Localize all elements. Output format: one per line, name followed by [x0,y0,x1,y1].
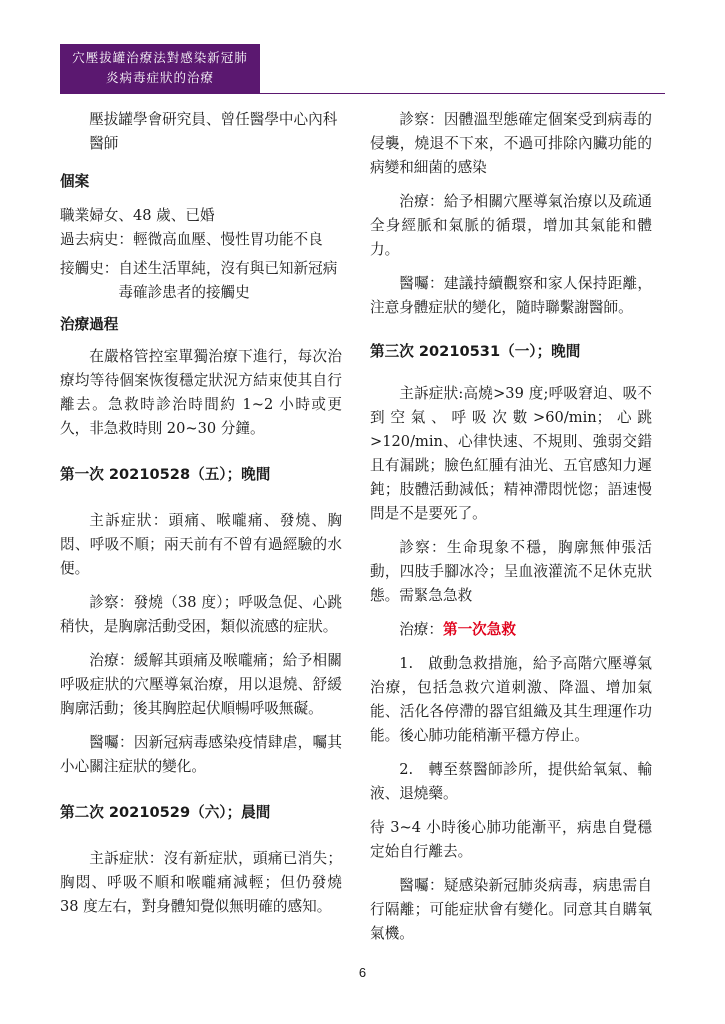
author-affiliation: 壓拔罐學會研究員、曾任醫學中心內科醫師 [89,111,338,152]
visit3-treatment-label: 治療： [399,621,443,638]
visit3-heading: 第三次 20210531（一）；晚間 [370,343,581,360]
visit1-complaint: 主訴症狀：頭痛、喉嚨痛、發燒、胸悶、呼吸不順；兩天前有不曾有過經驗的水便。 [60,512,342,577]
visit3-item-2: 2. 轉至蔡醫師診所，提供給氧氣、輸液、退燒藥。 [370,761,652,802]
case-contact: 接觸史：自述生活單純，沒有與已知新冠病毒確診患者的接觸史 [60,260,338,301]
header-title-line2: 炎病毒症狀的治療 [105,70,214,85]
visit3-advice: 醫囑：疑感染新冠肺炎病毒，病患需自行隔離；可能症狀會有變化。同意其自購氧氣機。 [370,877,652,942]
visit3-exam: 診察：生命現象不穩，胸廓無伸張活動，四肢手腳冰冷；呈血液灌流不足休克狀態。需緊急急救 [370,539,652,604]
visit3-item-1: 1. 啟動急救措施，給予高階穴壓導氣治療，包括急救穴道刺激、降溫、增加氣能、活化各停滯的器官組織及其生理運作功能。後心肺功能稍漸平穩方停止。 [370,655,652,744]
visit1-advice: 醫囑：因新冠病毒感染疫情肆虐，囑其小心關注症狀的變化。 [60,734,342,775]
first-emergency-label: 第一次急救 [442,621,516,638]
visit2-complaint: 主訴症狀：沒有新症狀，頭痛已消失；胸悶、呼吸不順和喉嚨痛減輕；但仍發燒 38 度左右，對身體知覺似無明確的感知。 [60,850,342,915]
visit2-advice: 醫囑：建議持續觀察和家人保持距離，注意身體症狀的變化，隨時聯繫謝醫師。 [370,275,652,316]
visit1-treatment: 治療：緩解其頭痛及喉嚨痛；給予相關呼吸症狀的穴壓導氣治療，用以退燒、舒緩胸廓活動；後其胸腔起伏順暢呼吸無礙。 [60,652,342,717]
process-heading: 治療過程 [60,316,119,333]
case-history: 過去病史：輕微高血壓、慢性胃功能不良 [60,231,323,248]
visit1-exam: 診察：發燒（38 度）；呼吸急促、心跳稍快，是胸廓活動受困，類似流感的症狀。 [60,594,342,635]
page-number: 6 [358,965,367,980]
visit2-treatment: 治療：給予相關穴壓導氣治療以及疏通全身經脈和氣脈的循環，增加其氣能和體力。 [370,193,652,258]
running-header [60,44,260,93]
process-text: 在嚴格管控室單獨治療下進行，每次治療均等待個案恢復穩定狀況方結束使其自行離去。急救時診治時間約 1~2 小時或更久，非急救時則 20~30 分鐘。 [60,348,342,437]
visit2-heading: 第二次 20210529（六）；晨間 [60,804,271,821]
visit3-complaint: 主訴症狀:高燒>39 度;呼吸窘迫、吸不到空氣、呼吸次數>60/min；心跳>120/min、心律快速、不規則、強弱交錯且有漏跳；臉色紅腫有油光、五官感知力遲鈍；肢體活動減低；精神滯悶恍惚；語速慢問是不是要死了。 [370,385,652,522]
left-column [60,108,342,919]
case-heading: 個案 [60,173,90,190]
header-rule [60,93,665,94]
visit3-treatment [370,618,652,642]
case-occupation: 職業婦女、48 歲、已婚 [60,207,215,224]
visit1-heading: 第一次 20210528（五）；晚間 [60,466,271,483]
header-title-line1: 穴壓拔罐治療法對感染新冠肺 [72,50,248,65]
visit3-after: 待 3~4 小時後心肺功能漸平，病患自覺穩定始自行離去。 [370,819,652,860]
visit2-exam: 診察：因體溫型態確定個案受到病毒的侵襲，燒退不下來，不過可排除內臟功能的病變和細菌的感染 [370,111,652,176]
right-column [370,108,652,946]
